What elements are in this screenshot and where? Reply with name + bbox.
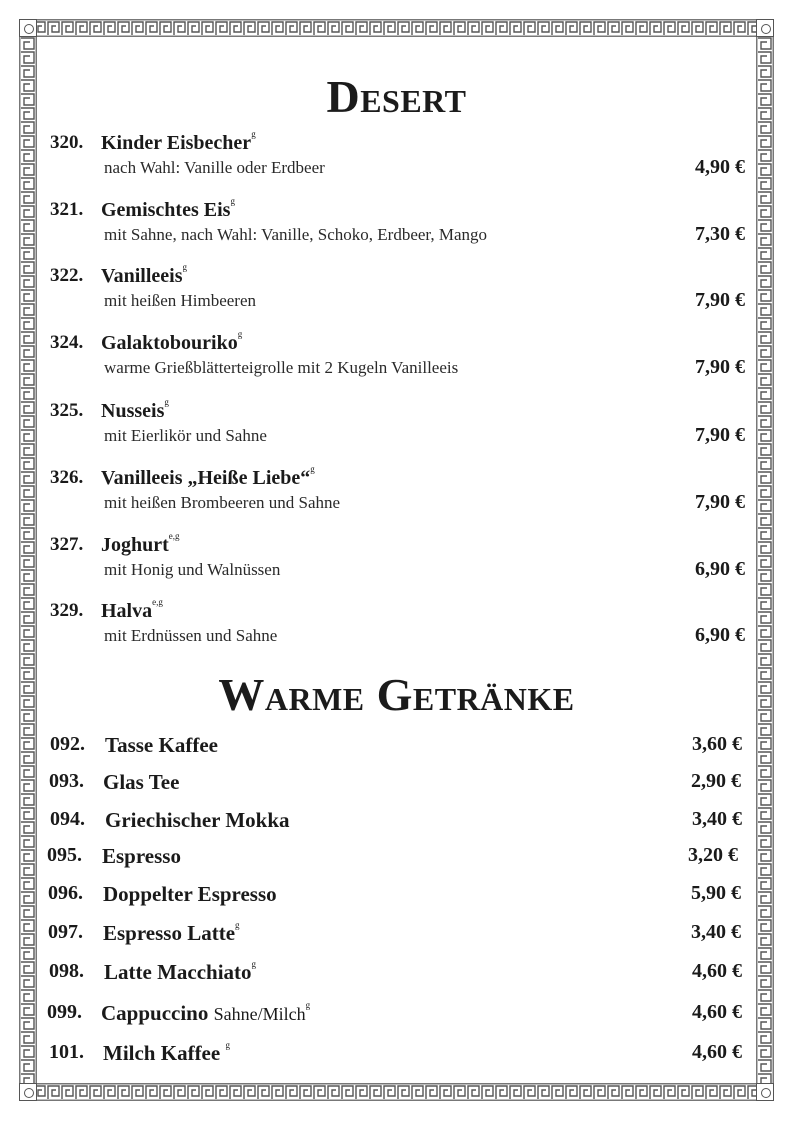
item-number: 099. <box>47 1001 82 1023</box>
item-number: 329. <box>50 600 84 621</box>
drink-item <box>0 770 793 800</box>
item-name: Glas Tee <box>103 770 180 794</box>
drink-item <box>0 1041 793 1071</box>
item-price: 5,90 € <box>691 882 741 904</box>
allergen-marker: e,g <box>152 597 163 608</box>
drink-item <box>0 882 793 912</box>
item-name: Joghurt$^{e,g}$ <box>101 531 180 556</box>
allergen-marker: g <box>182 262 187 273</box>
dessert-item <box>0 397 793 460</box>
item-price: 3,60 € <box>692 733 742 755</box>
item-name: Latte Macchiato$^g$ <box>104 959 257 984</box>
allergen-marker: e,g <box>168 531 180 542</box>
dessert-item <box>0 262 793 325</box>
item-price: 7,90 € <box>695 356 745 378</box>
section-title-dessert: Desert <box>326 71 467 122</box>
item-price: 4,60 € <box>692 960 742 982</box>
item-price: 3,40 € <box>692 808 742 830</box>
item-price: 4,60 € <box>692 1041 742 1063</box>
drink-item <box>0 1001 793 1031</box>
item-name: Espresso Latte$^g$ <box>103 920 240 945</box>
item-number: 326. <box>50 467 84 488</box>
section-title-warm-drinks: Warme Getränke <box>218 669 575 720</box>
drink-item <box>0 921 793 951</box>
item-price: 3,40 € <box>691 921 741 943</box>
item-note: Sahne/Milch <box>213 1004 306 1024</box>
dessert-item <box>0 329 793 392</box>
item-number: 094. <box>50 808 85 830</box>
allergen-marker: g <box>251 959 257 969</box>
greek-key-border-top <box>19 19 774 37</box>
border-corner-ornament <box>756 19 774 37</box>
item-name: Halva$^{e,g}$ <box>101 597 163 622</box>
item-number: 098. <box>49 960 84 982</box>
dessert-item <box>0 597 793 660</box>
item-name: Espresso <box>102 844 181 868</box>
item-number: 322. <box>50 265 84 286</box>
item-name: Galaktobouriko$^g$ <box>101 329 243 354</box>
greek-key-border-bottom <box>19 1083 774 1101</box>
item-description: nach Wahl: Vanille oder Erdbeer <box>104 158 325 177</box>
item-name: Vanilleeis „Heiße Liebe“$^g$ <box>101 464 315 489</box>
allergen-marker: g <box>235 920 240 930</box>
item-name: Griechischer Mokka <box>105 808 290 832</box>
border-corner-ornament <box>19 1083 37 1101</box>
item-description: warme Grießblätterteigrolle mit 2 Kugeln Vanilleeis <box>104 358 459 377</box>
item-price: 7,30 € <box>695 223 745 245</box>
item-price: 2,90 € <box>691 770 741 792</box>
item-name: Milch Kaffee $^g$ <box>103 1040 230 1065</box>
allergen-marker: g <box>251 129 256 140</box>
item-number: 327. <box>50 534 84 555</box>
drink-item <box>0 960 793 990</box>
item-name: Vanilleeis$^g$ <box>101 262 187 287</box>
drink-item <box>0 733 793 763</box>
item-number: 101. <box>49 1041 84 1063</box>
allergen-marker: g <box>305 1000 311 1010</box>
item-name: Nusseis$^g$ <box>101 397 169 422</box>
item-price: 7,90 € <box>695 424 745 446</box>
item-price: 3,20 € <box>688 844 738 866</box>
item-description: mit Eierlikör und Sahne <box>104 426 267 445</box>
item-number: 325. <box>50 400 84 421</box>
item-description: mit Sahne, nach Wahl: Vanille, Schoko, Erdbeer, Mango <box>104 225 488 244</box>
item-number: 093. <box>49 770 84 792</box>
item-name: Kinder Eisbecher$^g$ <box>101 129 256 154</box>
allergen-marker: g <box>230 196 235 207</box>
item-price: 6,90 € <box>695 624 745 646</box>
item-description: mit heißen Himbeeren <box>104 291 257 310</box>
allergen-marker: g <box>225 1040 230 1050</box>
dessert-item <box>0 531 793 594</box>
dessert-item <box>0 129 793 192</box>
item-number: 092. <box>50 733 85 755</box>
item-number: 321. <box>50 199 84 220</box>
border-corner-ornament <box>756 1083 774 1101</box>
item-name: Doppelter Espresso <box>103 882 277 906</box>
item-price: 4,60 € <box>692 1001 742 1023</box>
border-corner-ornament <box>19 19 37 37</box>
allergen-marker: g <box>237 329 243 340</box>
item-description: mit heißen Brombeeren und Sahne <box>104 493 341 512</box>
dessert-item <box>0 464 793 527</box>
item-name: Cappuccino Sahne/Milch$^g$ <box>101 1000 311 1025</box>
item-price: 6,90 € <box>695 558 745 580</box>
item-description: mit Erdnüssen und Sahne <box>104 626 278 645</box>
item-number: 324. <box>50 332 84 353</box>
drink-item <box>0 808 793 838</box>
dessert-item <box>0 196 793 259</box>
item-price: 7,90 € <box>695 289 745 311</box>
item-number: 320. <box>50 132 84 153</box>
item-number: 097. <box>48 921 83 943</box>
item-number: 095. <box>47 844 82 866</box>
drink-item <box>0 844 793 874</box>
allergen-marker: g <box>164 397 169 408</box>
item-price: 7,90 € <box>695 491 745 513</box>
item-price: 4,90 € <box>695 156 745 178</box>
item-description: mit Honig und Walnüssen <box>104 560 281 579</box>
item-number: 096. <box>48 882 83 904</box>
item-name: Gemischtes Eis$^g$ <box>101 196 235 221</box>
allergen-marker: g <box>310 464 315 475</box>
item-name: Tasse Kaffee <box>105 733 218 757</box>
